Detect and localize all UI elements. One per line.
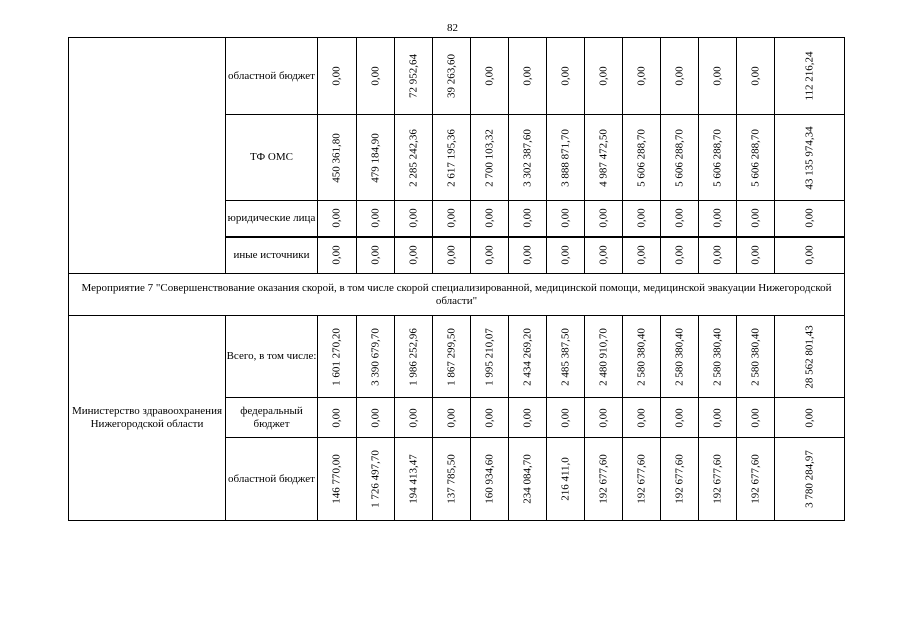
activity-header-row [69,274,845,316]
amount-value: 0,00 [749,208,761,228]
amount-cell [433,438,471,521]
amount-cell [357,316,395,398]
amount-cell [737,398,775,438]
amount-cell [623,316,661,398]
amount-cell [509,115,547,201]
funding-source-cell: ТФ ОМС [226,115,318,201]
amount-value: 3 888 871,70 [559,128,571,187]
amount-value: 72 952,64 [407,54,419,98]
amount-value: 2 285 242,36 [407,128,419,187]
amount-cell [737,316,775,398]
amount-value: 192 677,60 [673,454,685,504]
amount-cell [433,398,471,438]
funding-source-cell: Всего, в том числе: [226,316,318,398]
amount-value: 0,00 [330,245,343,265]
amount-cell [471,115,509,201]
amount-value: 1 995 210,07 [483,327,495,386]
amount-cell [471,38,509,115]
amount-cell [547,398,585,438]
amount-cell [699,398,737,438]
amount-value: 0,00 [673,208,685,228]
total-cell [775,316,845,398]
amount-value: 5 606 288,70 [673,128,685,187]
funding-source-cell: областной бюджет [226,38,318,115]
amount-cell [737,201,775,237]
amount-value: 0,00 [521,245,533,265]
amount-cell [318,201,357,237]
amount-value: 0,00 [369,208,381,228]
amount-cell [585,398,623,438]
amount-value: 216 411,0 [559,457,571,501]
amount-cell [471,398,509,438]
amount-cell [737,115,775,201]
amount-cell [661,237,699,274]
amount-value: 192 677,60 [635,454,647,504]
amount-value: 2 617 195,36 [445,128,457,187]
amount-value: 0,00 [597,208,609,228]
amount-value: 2 485 387,50 [559,327,571,386]
amount-cell [318,115,357,201]
amount-value: 0,00 [483,407,495,428]
amount-value: 0,00 [369,245,381,265]
amount-cell [547,316,585,398]
amount-value: 1 986 252,96 [407,327,419,386]
amount-value: 2 580 380,40 [711,327,723,386]
organization-cell [69,38,226,274]
amount-cell [661,115,699,201]
amount-value: 0,00 [635,66,647,86]
amount-cell [699,237,737,274]
amount-value: 0,00 [407,208,419,228]
budget-table [68,37,845,521]
amount-value: 2 480 910,70 [597,327,609,386]
amount-cell [623,398,661,438]
amount-cell [318,438,357,521]
funding-source-cell: областной бюджет [226,438,318,521]
amount-cell [318,38,357,115]
amount-value: 2 700 103,32 [483,128,495,187]
amount-cell [547,237,585,274]
amount-cell [547,115,585,201]
amount-value: 0,00 [330,407,343,428]
amount-cell [623,237,661,274]
amount-value: 0,00 [521,66,533,86]
amount-value: 0,00 [559,66,571,86]
amount-value: 3 390 679,70 [369,327,381,386]
amount-cell [547,438,585,521]
amount-value: 1 726 497,70 [369,450,381,508]
amount-value: 0,00 [445,245,457,265]
amount-value: 0,00 [521,208,533,228]
amount-value: 0,00 [521,407,533,428]
amount-value: 112 216,24 [803,51,815,101]
amount-cell [471,237,509,274]
amount-cell [357,237,395,274]
amount-cell [395,201,433,237]
amount-value: 0,00 [749,407,761,428]
amount-cell [509,316,547,398]
total-cell [775,237,845,274]
amount-value: 0,00 [673,407,685,428]
amount-cell [395,38,433,115]
amount-cell [699,38,737,115]
amount-value: 0,00 [407,407,419,428]
amount-cell [699,316,737,398]
amount-cell [357,38,395,115]
amount-cell [395,115,433,201]
amount-value: 0,00 [407,245,419,265]
amount-value: 0,00 [803,407,815,428]
amount-cell [509,438,547,521]
amount-cell [357,115,395,201]
amount-cell [699,201,737,237]
amount-value: 0,00 [635,407,647,428]
amount-value: 450 361,80 [330,132,343,183]
organization-cell: Министерство здравоохранения Нижегородской области [69,316,226,521]
amount-cell [395,438,433,521]
amount-value: 28 562 801,43 [803,324,815,389]
amount-value: 160 934,60 [483,454,495,504]
amount-cell [661,38,699,115]
amount-cell [661,316,699,398]
amount-cell [395,398,433,438]
amount-cell [509,38,547,115]
amount-value: 2 580 380,40 [673,327,685,386]
amount-cell [661,398,699,438]
amount-value: 4 987 472,50 [597,128,609,187]
budget-table-body [69,38,845,521]
amount-value: 0,00 [673,66,685,86]
amount-cell [357,398,395,438]
amount-value: 2 434 269,20 [521,327,533,386]
amount-value: 3 780 284,97 [803,450,815,508]
amount-value: 0,00 [559,407,571,428]
amount-cell [395,316,433,398]
total-cell [775,115,845,201]
amount-value: 479 184,90 [369,132,381,183]
amount-value: 0,00 [559,245,571,265]
amount-cell [585,38,623,115]
amount-cell [623,201,661,237]
amount-cell [433,38,471,115]
amount-value: 0,00 [803,245,815,265]
amount-cell [318,237,357,274]
total-cell [775,398,845,438]
amount-cell [357,438,395,521]
amount-cell [585,438,623,521]
amount-value: 5 606 288,70 [711,128,723,187]
amount-cell [433,115,471,201]
amount-value: 0,00 [445,208,457,228]
amount-value: 137 785,50 [445,454,457,504]
amount-value: 0,00 [749,245,761,265]
amount-value: 0,00 [483,66,495,86]
amount-value: 5 606 288,70 [635,128,647,187]
amount-value: 0,00 [711,245,723,265]
amount-value: 0,00 [635,208,647,228]
amount-value: 0,00 [597,245,609,265]
amount-cell [585,201,623,237]
amount-value: 146 770,00 [330,454,343,504]
table-row [69,316,845,398]
total-cell [775,38,845,115]
amount-cell [509,398,547,438]
amount-value: 0,00 [711,407,723,428]
amount-value: 0,00 [369,407,381,428]
amount-cell [585,115,623,201]
amount-cell [699,115,737,201]
page-number: 82 [447,22,458,34]
amount-value: 0,00 [483,208,495,228]
amount-value: 39 263,60 [445,54,457,98]
amount-value: 0,00 [369,66,381,86]
amount-cell [737,438,775,521]
amount-value: 0,00 [330,66,343,86]
table-row [69,38,845,115]
amount-cell [547,38,585,115]
amount-value: 0,00 [559,208,571,228]
amount-value: 0,00 [445,407,457,428]
activity-7-title: Мероприятие 7 "Совершенствование оказания скорой, в том числе скорой специализированной, медицинской помощи, медицинской эвакуации Нижегородской области" [69,274,845,316]
amount-value: 192 677,60 [711,454,723,504]
amount-value: 0,00 [483,245,495,265]
amount-cell [433,201,471,237]
amount-value: 43 135 974,34 [803,125,815,190]
amount-cell [547,201,585,237]
amount-value: 0,00 [597,407,609,428]
total-cell [775,438,845,521]
amount-cell [585,316,623,398]
amount-cell [318,316,357,398]
amount-cell [661,201,699,237]
amount-value: 1 867 299,50 [445,327,457,386]
funding-source-cell: иные источники [226,237,318,274]
amount-cell [623,115,661,201]
amount-cell [509,201,547,237]
amount-cell [471,201,509,237]
amount-cell [623,438,661,521]
amount-cell [699,438,737,521]
amount-value: 0,00 [673,245,685,265]
amount-value: 234 084,70 [521,454,533,504]
amount-cell [585,237,623,274]
funding-source-cell: федеральный бюджет [226,398,318,438]
amount-cell [433,316,471,398]
amount-cell [471,316,509,398]
amount-value: 3 302 387,60 [521,128,533,187]
amount-value: 1 601 270,20 [330,327,343,386]
amount-cell [737,38,775,115]
amount-value: 0,00 [597,66,609,86]
amount-value: 0,00 [711,208,723,228]
amount-value: 0,00 [330,208,343,228]
amount-cell [661,438,699,521]
total-cell [775,201,845,237]
amount-cell [357,201,395,237]
amount-value: 2 580 380,40 [635,327,647,386]
amount-value: 5 606 288,70 [749,128,761,187]
amount-cell [318,398,357,438]
amount-cell [509,237,547,274]
amount-value: 192 677,60 [749,454,761,504]
amount-cell [433,237,471,274]
amount-cell [395,237,433,274]
amount-value: 0,00 [803,208,815,228]
amount-value: 0,00 [635,245,647,265]
amount-cell [623,38,661,115]
amount-cell [471,438,509,521]
amount-value: 2 580 380,40 [749,327,761,386]
amount-value: 0,00 [749,66,761,86]
amount-value: 194 413,47 [407,454,419,504]
amount-value: 192 677,60 [597,454,609,504]
amount-cell [737,237,775,274]
funding-source-cell: юридические лица [226,201,318,237]
amount-value: 0,00 [711,66,723,86]
